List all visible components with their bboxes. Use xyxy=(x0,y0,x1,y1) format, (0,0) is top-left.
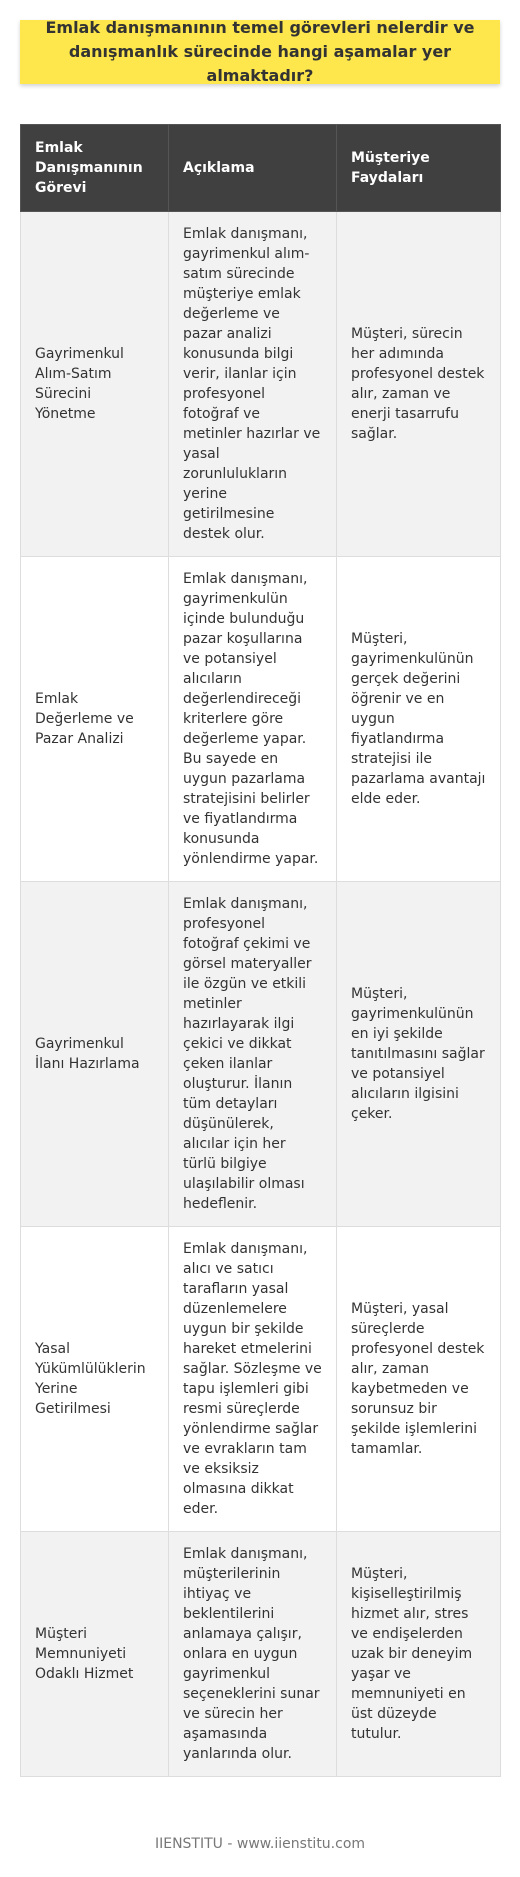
table-row xyxy=(21,882,501,1227)
page-title: Emlak danışmanının temel görevleri nelerdir ve danışmanlık sürecinde hangi aşamalar yer almaktadır? xyxy=(45,18,475,85)
table-header-row xyxy=(21,125,501,212)
cell-benefit: Müşteri, gayrimenkulünün en iyi şekilde tanıtılmasını sağlar ve potansiyel alıcıların ilgisini çeker. xyxy=(337,882,501,1227)
table-row xyxy=(21,1227,501,1532)
cell-task: Yasal Yükümlülüklerin Yerine Getirilmesi xyxy=(21,1227,169,1532)
table-row xyxy=(21,212,501,557)
cell-description: Emlak danışmanı, profesyonel fotoğraf çekimi ve görsel materyaller ile özgün ve etkili metinler hazırlayarak ilgi çekici ve dikkat çeken ilanlar oluşturur. İlanın tüm detayları düşünülerek, alıcılar için her türlü bilgiye ulaşılabilir olması hedeflenir. xyxy=(169,882,337,1227)
cell-description: Emlak danışmanı, gayrimenkul alım-satım sürecinde müşteriye emlak değerleme ve pazar analizi konusunda bilgi verir, ilanlar için profesyonel fotoğraf ve metinler hazırlar ve yasal zorunlulukların yerine getirilmesine destek olur. xyxy=(169,212,337,557)
cell-description: Emlak danışmanı, gayrimenkulün içinde bulunduğu pazar koşullarına ve potansiyel alıcıların değerlendireceği kriterlere göre değerleme yapar. Bu sayede en uygun pazarlama stratejisini belirler ve fiyatlandırma konusunda yönlendirme yapar. xyxy=(169,557,337,882)
footer-credit: IIENSTITU - www.iienstitu.com xyxy=(154,1836,366,1852)
cell-description: Emlak danışmanı, alıcı ve satıcı tarafların yasal düzenlemelere uygun bir şekilde hareket etmelerini sağlar. Sözleşme ve tapu işlemleri gibi resmi süreçlerde yönlendirme sağlar ve evrakların tam ve eksiksiz olmasına dikkat eder. xyxy=(169,1227,337,1532)
table-row xyxy=(21,1532,501,1777)
cell-benefit: Müşteri, yasal süreçlerde profesyonel destek alır, zaman kaybetmeden ve sorunsuz bir şekilde işlemlerini tamamlar. xyxy=(337,1227,501,1532)
table-row xyxy=(21,557,501,882)
cell-task: Gayrimenkul Alım-Satım Sürecini Yönetme xyxy=(21,212,169,557)
cell-task: Emlak Değerleme ve Pazar Analizi xyxy=(21,557,169,882)
info-table xyxy=(20,124,501,1777)
title-banner xyxy=(20,20,500,84)
cell-task: Müşteri Memnuniyeti Odaklı Hizmet xyxy=(21,1532,169,1777)
cell-benefit: Müşteri, gayrimenkulünün gerçek değerini öğrenir ve en uygun fiyatlandırma stratejisi ile pazarlama avantajı elde eder. xyxy=(337,557,501,882)
cell-task: Gayrimenkul İlanı Hazırlama xyxy=(21,882,169,1227)
cell-description: Emlak danışmanı, müşterilerinin ihtiyaç ve beklentilerini anlamaya çalışır, onlara en uygun gayrimenkul seçeneklerini sunar ve sürecin her aşamasında yanlarında olur. xyxy=(169,1532,337,1777)
column-header-description: Açıklama xyxy=(169,125,337,212)
column-header-task: Emlak Danışmanının Görevi xyxy=(21,125,169,212)
cell-benefit: Müşteri, sürecin her adımında profesyonel destek alır, zaman ve enerji tasarrufu sağlar. xyxy=(337,212,501,557)
column-header-benefit: Müşteriye Faydaları xyxy=(337,125,501,212)
cell-benefit: Müşteri, kişiselleştirilmiş hizmet alır, stres ve endişelerden uzak bir deneyim yaşar ve memnuniyeti en üst düzeyde tutulur. xyxy=(337,1532,501,1777)
